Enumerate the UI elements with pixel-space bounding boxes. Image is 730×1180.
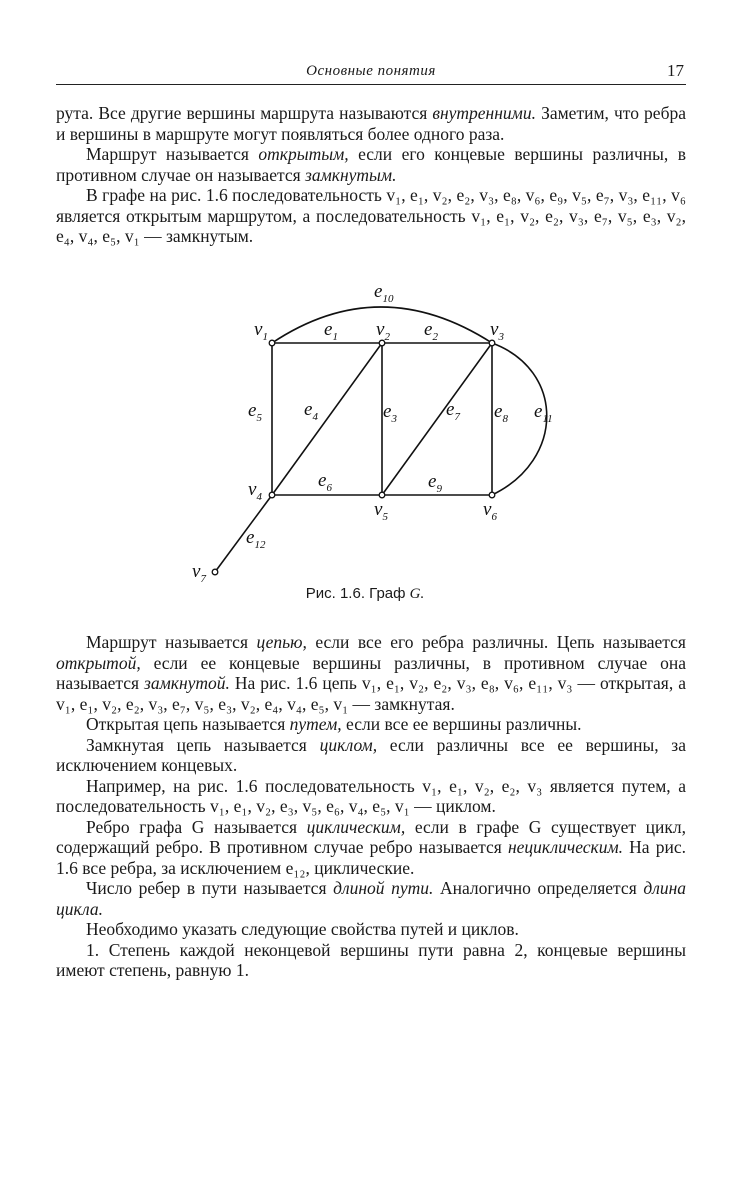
graph-diagram xyxy=(180,285,580,585)
edge-e12 xyxy=(215,495,272,572)
edge-label-e9: $e_9$ xyxy=(428,471,442,495)
vertex-label-v3: $v_3$ xyxy=(490,319,504,343)
edge-e4 xyxy=(272,343,382,495)
text-run: если все его ребра различны. Цепь называется xyxy=(306,632,686,652)
text-run: В графе на рис. 1.6 последовательность v₁, e₁, v₂, e₂, v₃, e₈, v₆, e₉, v₅, e₇, v₃, e₁₁, v₆ является открытым маршрутом, а последовательность v₁, e₁, v₂, e₂, v₃, e₇, v₅, e₃, v₂, e₄, v₄, e₅, v₁ — замкнутым. xyxy=(56,185,686,246)
paragraph xyxy=(56,735,686,776)
text-run: Аналогично определяется xyxy=(433,878,644,898)
text-run: 1. Степень каждой неконцевой вершины пути равна 2, концевые вершины имеют степень, равную 1. xyxy=(56,939,686,980)
text-run: если ее концевые вершины различны, в противном случае она называется xyxy=(56,652,686,693)
edge-label-e4: $e_4$ xyxy=(304,399,318,423)
text-run: Ребро графа G называется xyxy=(86,816,307,837)
text-run: если его концевые вершины различны, в противном случае он называется xyxy=(56,144,686,185)
emphasized-term: нециклическим. xyxy=(507,837,623,857)
paragraph xyxy=(56,632,686,714)
paragraph xyxy=(56,185,686,247)
edge-label-e3: $e_3$ xyxy=(383,401,397,425)
emphasized-term: циклом, xyxy=(319,734,378,755)
vertex-v3 xyxy=(489,340,495,346)
vertex-label-v5: $v_5$ xyxy=(374,499,388,523)
paragraph xyxy=(56,776,686,817)
emphasized-term: открытой, xyxy=(56,652,141,673)
paragraph xyxy=(56,919,686,940)
text-run: если различны все ее вершины, за исключением концевых. xyxy=(56,734,686,775)
vertex-v5 xyxy=(379,492,385,498)
vertex-label-v6: $v_6$ xyxy=(483,499,497,523)
emphasized-term: замкнутым. xyxy=(305,164,397,185)
figure-caption xyxy=(0,585,730,603)
paragraph xyxy=(56,817,686,879)
paragraph xyxy=(56,103,686,144)
edge-label-e12: $e_{12}$ xyxy=(246,527,266,551)
text-run: Число ребер в пути называется xyxy=(86,878,334,898)
paragraph xyxy=(56,714,686,735)
text-block-bottom xyxy=(56,632,686,981)
caption-title: Граф xyxy=(369,585,406,602)
vertex-label-v7: $v_7$ xyxy=(192,561,206,585)
edge-e7 xyxy=(382,343,492,495)
text-run: На рис. 1.6 все ребра, за исключением e₁₂, циклические. xyxy=(56,837,686,878)
paragraph xyxy=(56,878,686,919)
text-run: Заметим, что ребра и вершины в маршруте могут появляться более одного раза. xyxy=(56,103,686,144)
emphasized-term: замкнутой. xyxy=(144,673,230,693)
text-run: Открытая цепь называется xyxy=(86,714,290,734)
text-run: если в графе G существует цикл, содержащий ребро. В противном случае ребро называется xyxy=(56,816,686,857)
text-run: Например, на рис. 1.6 последовательность v₁, e₁, v₂, e₂, v₃ является путем, а последовательность v₁, e₁, v₂, e₃, v₅, e₆, v₄, e₅, v₁ — циклом. xyxy=(56,775,686,816)
vertex-label-v1: $v_1$ xyxy=(254,319,268,343)
running-title: Основные понятия xyxy=(306,63,436,79)
page-number: 17 xyxy=(667,61,684,80)
edge-label-e11: $e_{11}$ xyxy=(534,401,553,425)
emphasized-term: внутренними. xyxy=(432,103,536,123)
caption-graph-name: G. xyxy=(409,586,425,602)
edge-label-e2: $e_2$ xyxy=(424,319,438,343)
vertex-v6 xyxy=(489,492,495,498)
emphasized-term: циклическим, xyxy=(306,816,406,837)
paragraph xyxy=(56,940,686,981)
text-run: На рис. 1.6 цепь v₁, e₁, v₂, e₂, v₃, e₈, v₆, e₁₁, v₃ — открытая, а v₁, e₁, v₂, e₂, v₃, e₇, v₅, e₃, v₂, e₄, v₄, e₅, v₁ — замкнутая. xyxy=(56,673,686,714)
emphasized-term: путем, xyxy=(289,714,342,734)
graph-edges xyxy=(215,307,547,572)
vertex-v4 xyxy=(269,492,275,498)
vertex-v1 xyxy=(269,340,275,346)
figure-graph-g xyxy=(180,285,580,585)
edge-label-e5: $e_5$ xyxy=(248,400,262,424)
emphasized-term: открытым, xyxy=(258,144,349,164)
emphasized-term: длина цикла. xyxy=(56,878,687,919)
edge-label-e10: $e_{10}$ xyxy=(374,285,394,305)
running-header xyxy=(56,60,686,85)
edge-label-e6: $e_6$ xyxy=(318,470,332,494)
text-run: если все ее вершины различны. xyxy=(341,714,582,734)
text-run: Маршрут называется xyxy=(86,632,257,652)
paragraph xyxy=(56,144,686,185)
emphasized-term: длиной пути. xyxy=(333,878,434,898)
caption-prefix: Рис. 1.6. xyxy=(305,585,365,602)
vertex-v7 xyxy=(212,569,218,575)
emphasized-term: цепью, xyxy=(256,632,307,652)
text-run: Маршрут называется xyxy=(86,144,259,164)
text-block-top xyxy=(56,103,686,247)
vertex-label-v4: $v_4$ xyxy=(248,479,262,503)
text-run: Необходимо указать следующие свойства путей и циклов. xyxy=(86,919,519,939)
vertex-label-v2: $v_2$ xyxy=(376,319,390,343)
text-run: рута. Все другие вершины маршрута называются xyxy=(56,103,433,123)
edge-label-e7: $e_7$ xyxy=(446,399,460,423)
edge-label-e8: $e_8$ xyxy=(494,401,508,425)
edge-label-e1: $e_1$ xyxy=(324,319,338,343)
text-run: Замкнутая цепь называется xyxy=(86,734,320,755)
